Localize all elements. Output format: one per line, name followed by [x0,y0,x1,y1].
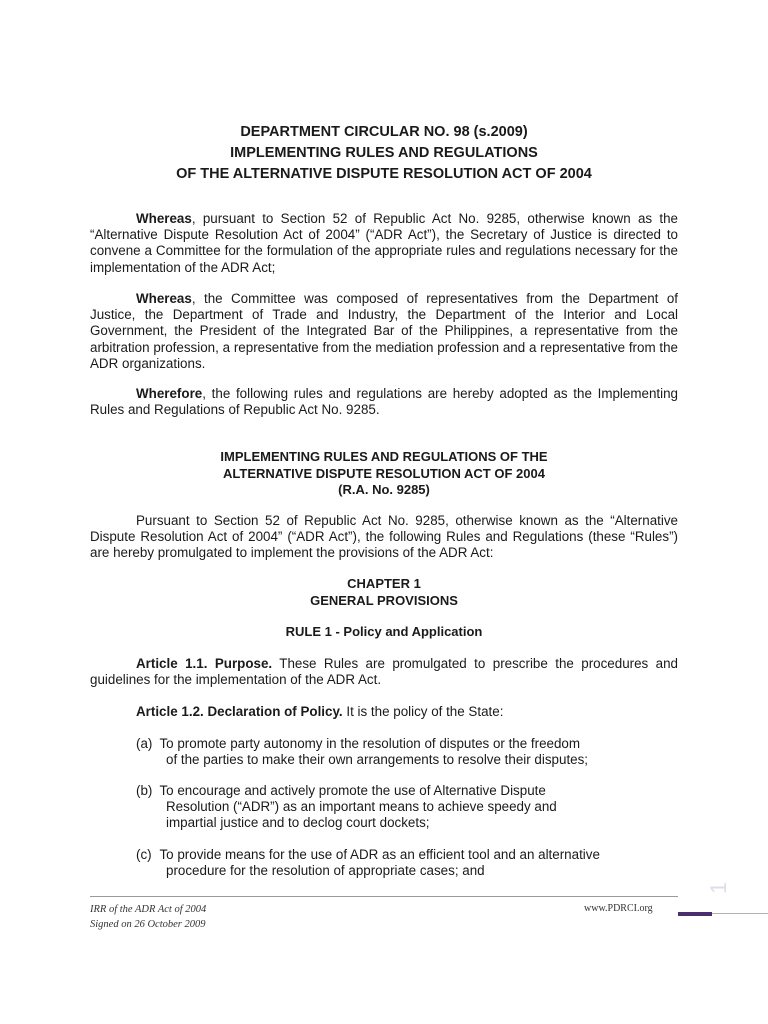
article-1-1: Article 1.1. Purpose. These Rules are promulgated to prescribe the procedures and guidelines for the implementation of the ADR Act. [90,656,678,688]
circular-number: DEPARTMENT CIRCULAR NO. 98 (s.2009) [240,124,528,140]
page-number-graphic [678,880,768,916]
article-1-2: Article 1.2. Declaration of Policy. It is the policy of the State: [136,704,504,719]
title-line-3: OF THE ALTERNATIVE DISPUTE RESOLUTION ACT OF 2004 [176,166,592,182]
footer-divider [90,896,678,897]
footer-document-name: IRR of the ADR Act of 2004 [90,904,207,915]
chapter-heading [90,576,678,609]
wherefore-paragraph: Wherefore, the following rules and regulations are hereby adopted as the Implementing Rules and Regulations of Republic Act No. 9285. [90,386,678,418]
rule-heading: RULE 1 - Policy and Application [285,624,483,639]
chapter-number: CHAPTER 1 [347,576,421,591]
footer-website: www.PDRCI.org [584,903,653,914]
whereas-paragraph-1: Whereas, pursuant to Section 52 of Republic Act No. 9285, otherwise known as the “Alternative Dispute Resolution Act of 2004” (“ADR Act”), the Secretary of Justice is directed to convene a Committee for the formulation of the appropriate rules and regulations necessary for the implementation of the ADR Act; [90,211,678,275]
pursuant-paragraph: Pursuant to Section 52 of Republic Act No. 9285, otherwise known as the “Alternative Dispute Resolution Act of 2004” (“ADR Act”), the following Rules and Regulations (these “Rules”) are hereby promulgated to implement the provisions of the ADR Act: [90,513,678,561]
irr-heading: IMPLEMENTING RULES AND REGULATIONS OF THE ALTERNATIVE DISPUTE RESOLUTION ACT OF 2004 (R.A. No. 9285) [220,449,548,497]
policy-item-c: (c) To provide means for the use of ADR as an efficient tool and an alternative procedure for the resolution of appropriate cases; and [136,847,600,879]
chapter-title: GENERAL PROVISIONS [310,592,458,608]
page-number: 1 [706,881,731,894]
footer-signed-date: Signed on 26 October 2009 [90,919,206,930]
document-title [90,122,678,185]
whereas-paragraph-2: Whereas, the Committee was composed of representatives from the Department of Justice, the Department of Trade and Industry, the Department of the Interior and Local Government, the President of the Integrated Bar of the Philippines, a representative from the arbitration profession, a representative from the mediation profession and a representative from the ADR organizations. [90,291,678,371]
title-line-2: IMPLEMENTING RULES AND REGULATIONS [230,145,538,161]
policy-item-a: (a) To promote party autonomy in the resolution of disputes or the freedom of the parties to make their own arrangements to resolve their disputes; [136,736,589,768]
footer-left [90,902,206,932]
page-number-badge [678,880,768,916]
policy-item-b: (b) To encourage and actively promote the use of Alternative Dispute Resolution (“ADR”) as an important means to achieve speedy and impartial justice and to declog court dockets; [136,783,557,831]
